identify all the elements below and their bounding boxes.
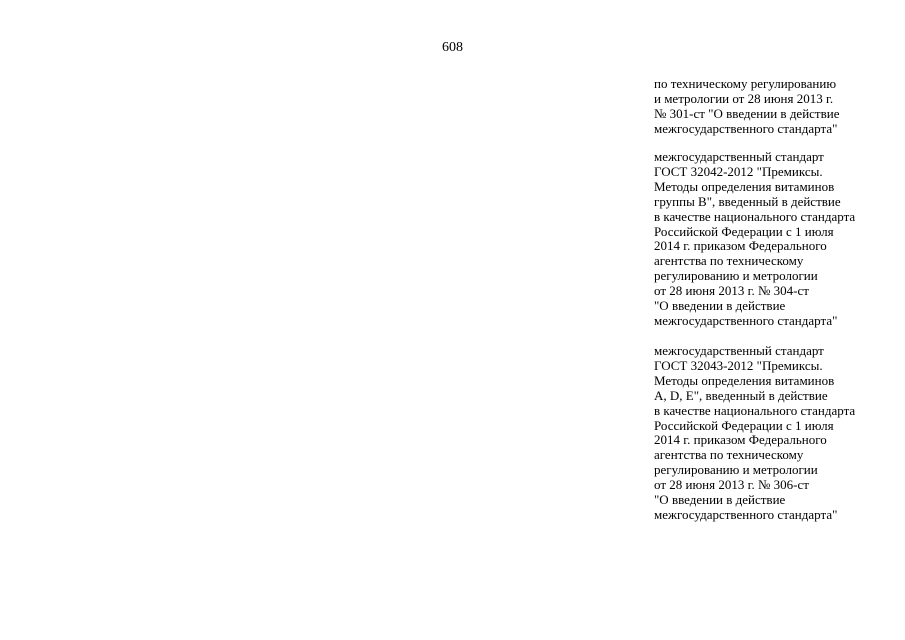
text-line: Методы определения витаминов <box>654 178 835 194</box>
text-line: регулированию и метрологии <box>654 268 818 284</box>
text-block-gost-32043 <box>654 344 855 523</box>
text-line: агентства по техническому <box>654 447 804 463</box>
text-line: межгосударственный стандарт <box>654 149 824 164</box>
text-line: в качестве национального стандарта <box>654 208 856 224</box>
text-line: 2014 г. приказом Федерального <box>654 432 827 448</box>
text-line: межгосударственный стандарт <box>654 343 824 358</box>
text-block-gost-32042 <box>654 150 855 329</box>
text-line: от 28 июня 2013 г. № 306-ст <box>654 477 809 493</box>
text-line: № 301-ст "О введении в действие <box>654 105 840 121</box>
text-line: "О введении в действие <box>654 298 786 314</box>
text-line: и метрологии от 28 июня 2013 г. <box>654 90 834 106</box>
text-line: в качестве национального стандарта <box>654 402 856 418</box>
text-line: группы В", введенный в действие <box>654 193 841 209</box>
text-line: Российской Федерации с 1 июля <box>654 417 834 433</box>
text-line: 2014 г. приказом Федерального <box>654 238 827 254</box>
text-line: Методы определения витаминов <box>654 372 835 388</box>
text-line: "О введении в действие <box>654 492 786 508</box>
text-line: регулированию и метрологии <box>654 462 818 478</box>
text-line: Российской Федерации с 1 июля <box>654 223 834 239</box>
text-line: межгосударственного стандарта" <box>654 506 838 522</box>
text-block-order-301 <box>654 77 839 137</box>
text-line: ГОСТ 32043-2012 "Премиксы. <box>654 357 823 373</box>
text-line: ГОСТ 32042-2012 "Премиксы. <box>654 163 823 179</box>
text-line: межгосударственного стандарта" <box>654 120 838 136</box>
text-line: от 28 июня 2013 г. № 304-ст <box>654 283 809 299</box>
text-line: по техническому регулированию <box>654 76 837 91</box>
text-line: агентства по техническому <box>654 253 804 269</box>
text-line: межгосударственного стандарта" <box>654 312 838 328</box>
page-number: 608 <box>442 40 463 55</box>
text-line: A, D, E", введенный в действие <box>654 387 828 403</box>
